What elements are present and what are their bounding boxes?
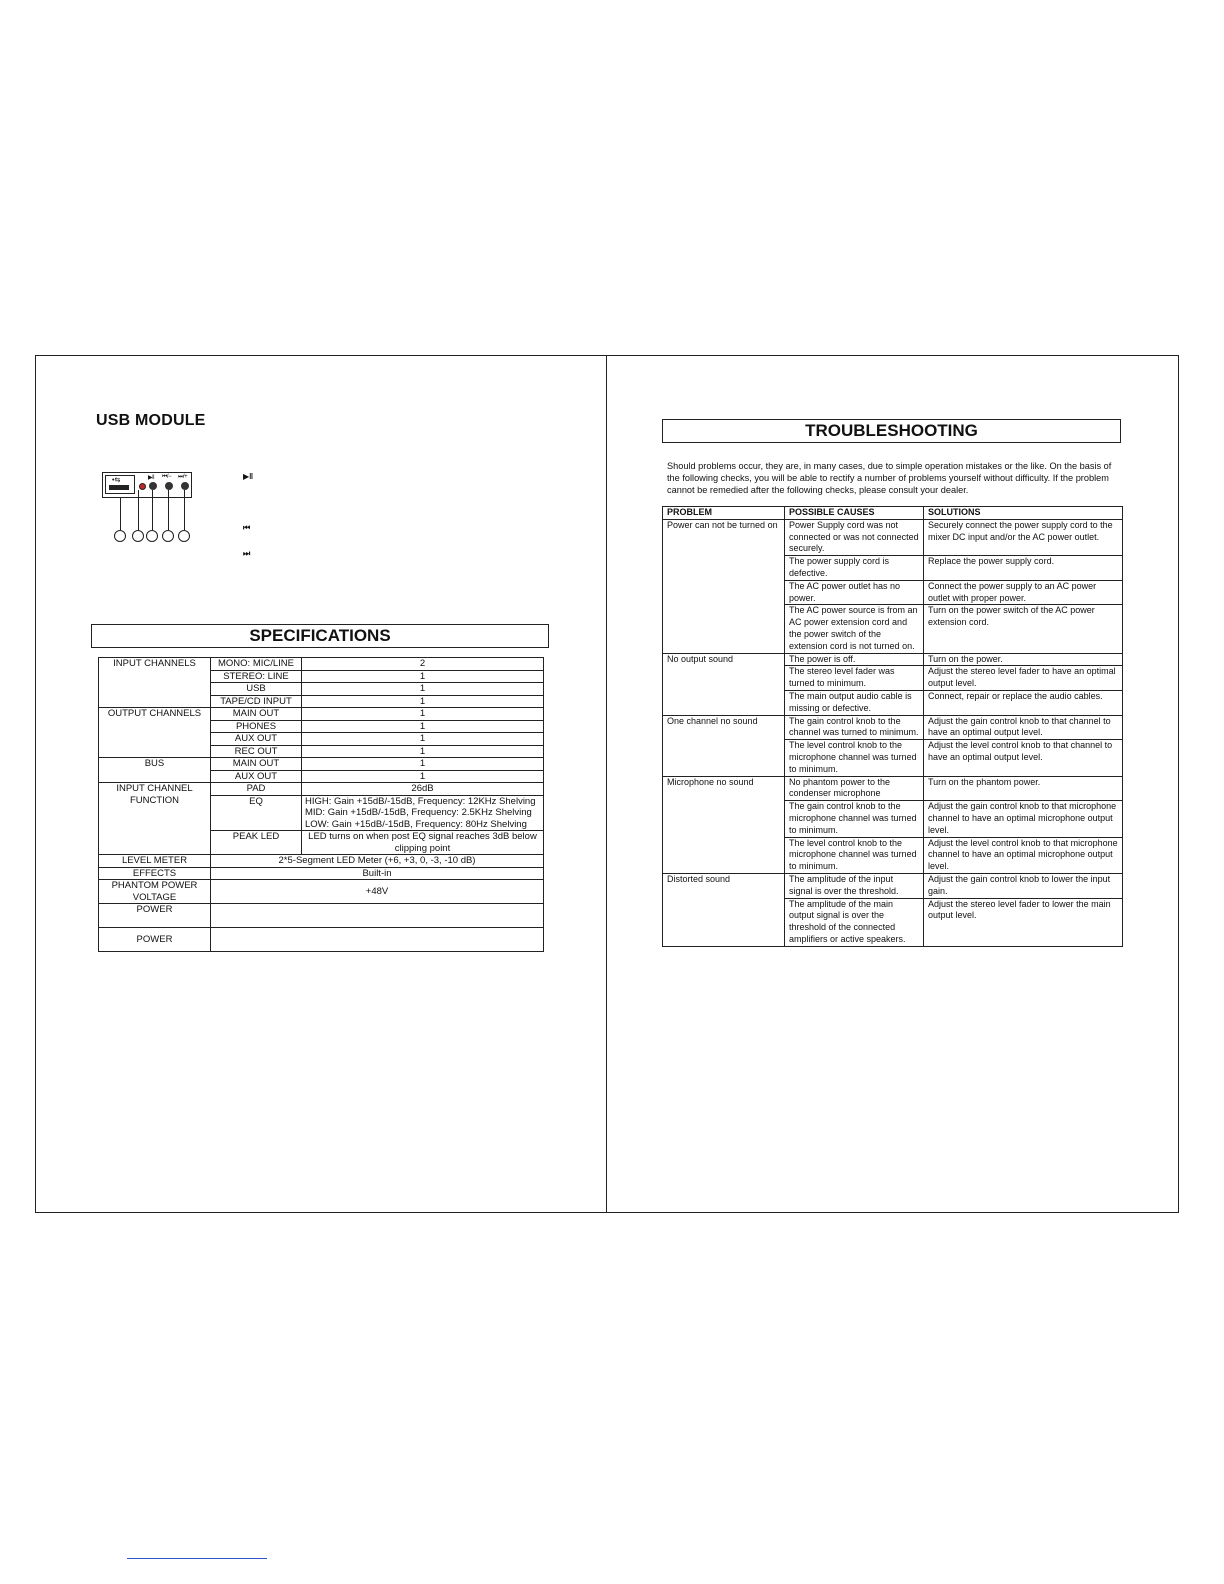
specifications-title: SPECIFICATIONS <box>91 624 549 648</box>
table-row: PEAK LED LED turns on when post EQ signal reaches 3dB below clipping point <box>99 831 544 855</box>
table-row: The amplitude of the main output signal is over the threshold of the connected amplifiers or active speakers. Adjust the stereo level fader to lower the main output level. <box>663 898 1123 946</box>
table-row: The level control knob to the microphone channel was turned to minimum. Adjust the level control knob to that microphone channel to have an optimal microphone output level. <box>663 837 1123 873</box>
table-row: The stereo level fader was turned to minimum. Adjust the stereo level fader to have an optimal output level. <box>663 666 1123 691</box>
callout-3 <box>146 530 158 542</box>
table-row: INPUT CHANNEL FUNCTION PAD 26dB <box>99 783 544 796</box>
callout-5 <box>178 530 190 542</box>
next-label: ⏭/+ <box>178 474 188 480</box>
spec-label: INPUT CHANNEL FUNCTION <box>99 783 211 855</box>
table-row: No output sound The power is off. Turn on the power. <box>663 653 1123 666</box>
spec-label: POWER <box>99 928 211 952</box>
header-causes: POSSIBLE CAUSES <box>785 507 924 520</box>
problem-cell: No output sound <box>663 653 785 715</box>
table-row: The AC power source is from an AC power extension cord and the power switch of the extension cord is not turned on. Turn on the power switch of the AC power extension cord. <box>663 605 1123 653</box>
spec-label: PHANTOM POWER VOLTAGE <box>99 880 211 904</box>
table-row: The main output audio cable is missing or defective. Connect, repair or replace the audio cables. <box>663 690 1123 715</box>
play-pause-label: ▶‖ <box>148 475 155 481</box>
table-row: EFFECTS Built-in <box>99 867 544 880</box>
play-pause-button <box>149 482 157 490</box>
spec-label: LEVEL METER <box>99 855 211 868</box>
previous-icon: ⏮ <box>243 523 251 532</box>
table-row: LEVEL METER 2*5-Segment LED Meter (+6, +3, 0, -3, -10 dB) <box>99 855 544 868</box>
usb-port-label: •⇆ <box>112 477 121 484</box>
troubleshooting-intro: Should problems occur, they are, in many cases, due to simple operation mistakes or the like. On the basis of the following checks, you will be able to rectify a number of problems yourself without difficulty. If the problem cannot be remedied after the following checks, please consult your dealer. <box>667 461 1112 495</box>
table-row: One channel no sound The gain control knob to the channel was turned to minimum. Adjust the gain control knob to that channel to have an optimal output level. <box>663 715 1123 740</box>
usb-port <box>105 475 135 494</box>
table-row: USB 1 <box>99 683 544 696</box>
table-row <box>99 928 544 952</box>
callout-2 <box>132 530 144 542</box>
header-solutions: SOLUTIONS <box>924 507 1123 520</box>
next-icon: ⏭ <box>243 549 251 558</box>
table-row: BUS MAIN OUT 1 <box>99 758 544 771</box>
table-row: PHANTOM POWER VOLTAGE +48V <box>99 880 544 904</box>
play-pause-icon: ▶‖ <box>243 472 254 481</box>
table-row: REC OUT 1 <box>99 745 544 758</box>
table-row: Distorted sound The amplitude of the input signal is over the threshold. Adjust the gain control knob to lower the input gain. <box>663 873 1123 898</box>
table-row: The AC power outlet has no power. Connect the power supply to an AC power outlet with proper power. <box>663 580 1123 605</box>
table-row: EQ HIGH: Gain +15dB/-15dB, Frequency: 12KHz Shelving MID: Gain +15dB/-15dB, Frequency: 2.5KHz Shelving LOW: Gain +15dB/-15dB, Frequency: 80Hz Shelving <box>99 795 544 831</box>
problem-cell: Microphone no sound <box>663 776 785 873</box>
table-row: Microphone no sound No phantom power to the condenser microphone Turn on the phantom power. <box>663 776 1123 801</box>
problem-cell: One channel no sound <box>663 715 785 776</box>
spec-label: BUS <box>99 758 211 783</box>
spec-label: EFFECTS <box>99 867 211 880</box>
spec-label: INPUT CHANNELS <box>99 658 211 708</box>
troubleshooting-title: TROUBLESHOOTING <box>662 419 1121 443</box>
specifications-table <box>98 657 544 952</box>
problem-cell: Distorted sound <box>663 873 785 946</box>
table-row: The gain control knob to the microphone channel was turned to minimum. Adjust the gain control knob to that microphone channel to have an optimal microphone output level. <box>663 801 1123 837</box>
next-button <box>181 482 189 490</box>
spec-label: OUTPUT CHANNELS <box>99 708 211 758</box>
usb-module-heading: USB MODULE <box>96 412 206 429</box>
previous-label: ⏮/− <box>162 474 172 480</box>
footer-link-underline <box>127 1558 267 1559</box>
callout-4 <box>162 530 174 542</box>
table-header-row <box>663 507 1123 520</box>
table-row: The power supply cord is defective. Replace the power supply cord. <box>663 556 1123 581</box>
table-row: Power can not be turned on Power Supply cord was not connected or was not connected securely. Securely connect the power supply cord to the mixer DC input and/or the AC power outlet. <box>663 519 1123 555</box>
table-row: The level control knob to the microphone channel was turned to minimum. Adjust the level control knob to that channel to have an optimal output level. <box>663 740 1123 776</box>
usb-module-diagram <box>102 472 192 498</box>
spec-label: POWER <box>99 904 211 928</box>
problem-cell: Power can not be turned on <box>663 519 785 653</box>
troubleshooting-table <box>662 506 1123 947</box>
usb-led-indicator <box>139 483 146 490</box>
table-row: PHONES 1 <box>99 720 544 733</box>
previous-button <box>165 482 173 490</box>
table-row: TAPE/CD INPUT 1 <box>99 695 544 708</box>
table-row: AUX OUT 1 <box>99 770 544 783</box>
header-problem: PROBLEM <box>663 507 785 520</box>
callout-1 <box>114 530 126 542</box>
table-row: OUTPUT CHANNELS MAIN OUT 1 <box>99 708 544 721</box>
table-row <box>99 904 544 928</box>
page-divider <box>606 355 607 1213</box>
table-row: AUX OUT 1 <box>99 733 544 746</box>
table-row: STEREO: LINE 1 <box>99 670 544 683</box>
table-row: INPUT CHANNELS MONO: MIC/LINE 2 <box>99 658 544 671</box>
